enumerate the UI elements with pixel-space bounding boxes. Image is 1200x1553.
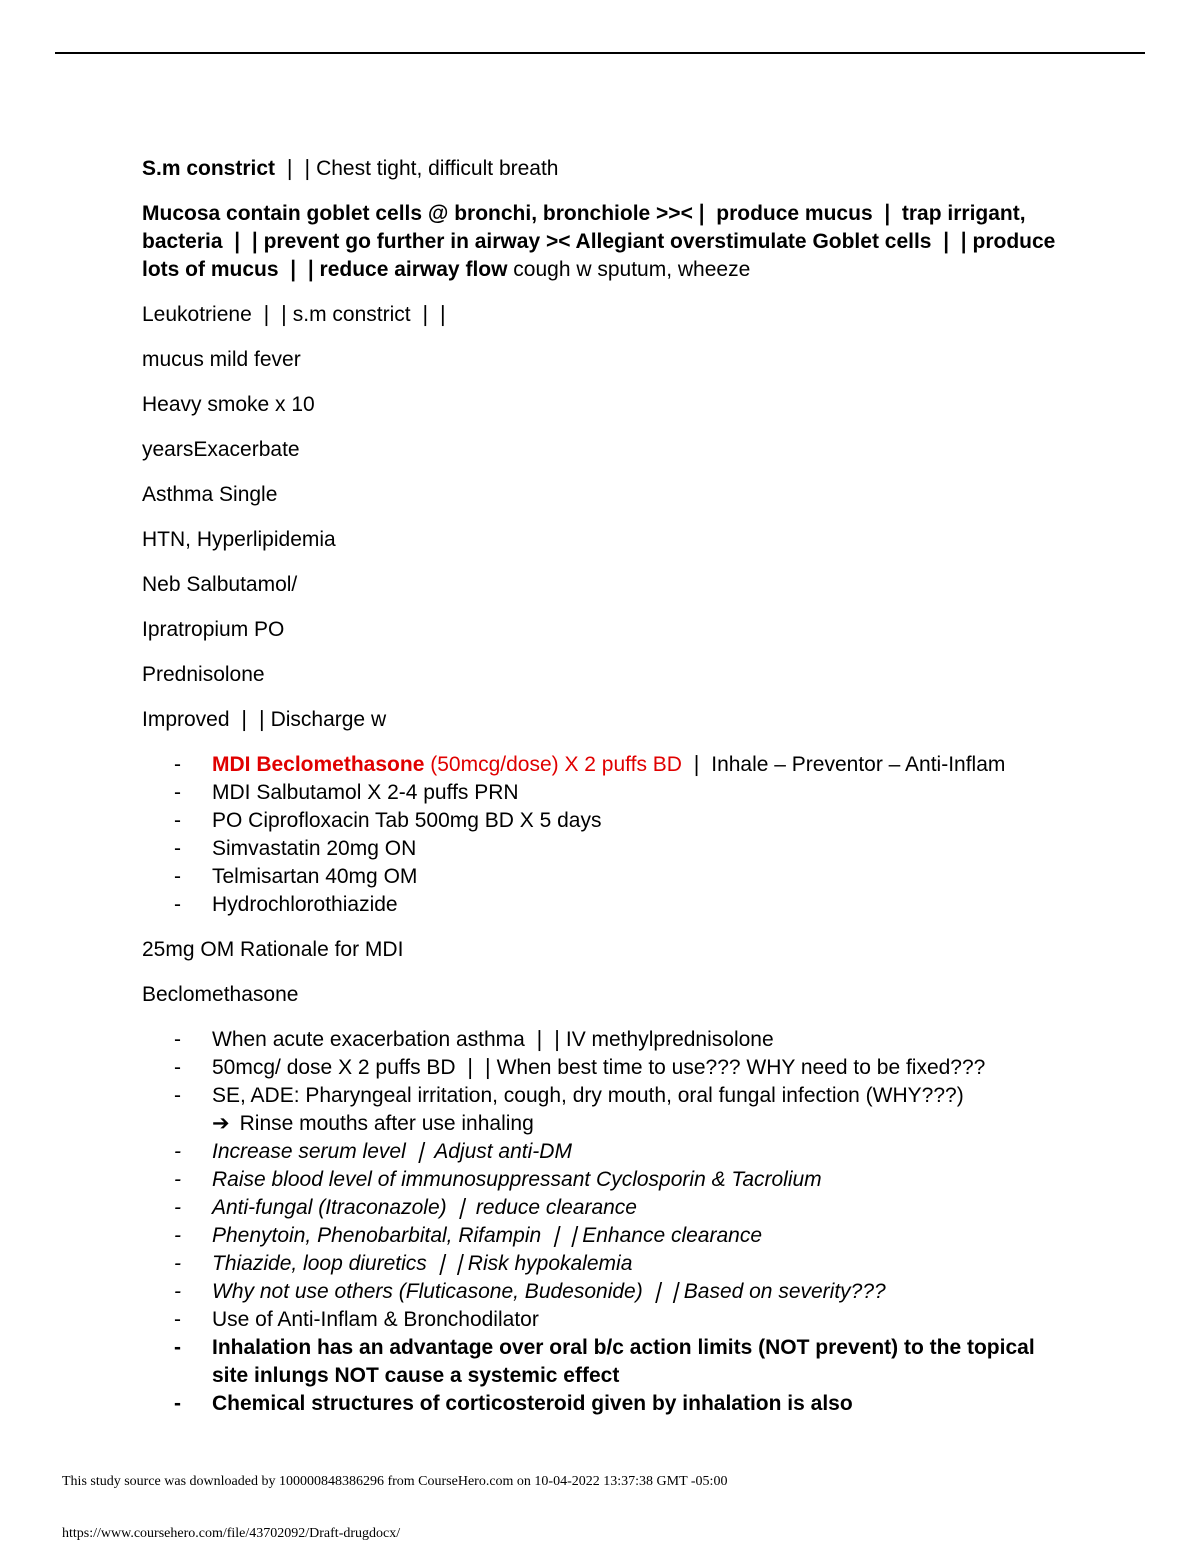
paragraph-prednisolone: Prednisolone xyxy=(142,663,265,686)
text: Telmisartan 40mg OM xyxy=(212,865,418,888)
list-item xyxy=(142,863,1062,891)
bold-text: Inhalation has an advantage over oral b/c action limits (NOT prevent) to the topical site inlungs NOT cause a systemic effect xyxy=(212,1336,1035,1387)
text: 50mcg/ dose X 2 puffs BD ❘❘When best time to use??? WHY need to be fixed??? xyxy=(212,1056,986,1079)
list-item xyxy=(142,1082,1062,1138)
dash-bullet: - xyxy=(174,893,181,916)
source-footer: This study source was downloaded by 100000848386296 from CourseHero.com on 10-04-2022 13:37:38 GMT -05:00 xyxy=(62,1474,728,1489)
paragraph-htn: HTN, Hyperlipidemia xyxy=(142,528,336,551)
paragraph-asthma: Asthma Single xyxy=(142,483,278,506)
dash-bullet: - xyxy=(174,1308,181,1331)
list-item xyxy=(142,1166,1062,1194)
dash-bullet: - xyxy=(174,1140,181,1163)
list-item xyxy=(142,1278,1062,1306)
paragraph-ipratropium: Ipratropium PO xyxy=(142,618,285,641)
dash-bullet: - xyxy=(174,1028,181,1051)
list-item xyxy=(142,1334,1062,1390)
dash-bullet: - xyxy=(174,1392,181,1415)
dash-bullet: - xyxy=(174,753,181,776)
list-item xyxy=(142,751,1062,779)
rationale-list xyxy=(142,1026,1062,1418)
list-item xyxy=(142,807,1062,835)
text: When acute exacerbation asthma ❘❘IV methylprednisolone xyxy=(212,1028,774,1051)
dash-bullet: - xyxy=(174,837,181,860)
list-item xyxy=(142,835,1062,863)
dash-bullet: - xyxy=(174,1084,181,1107)
list-item xyxy=(142,1054,1062,1082)
list-item xyxy=(142,1222,1062,1250)
red-text: (50mcg/dose) X 2 puffs BD xyxy=(424,753,682,776)
bold-text: Mucosa contain goblet cells @ bronchi, bronchiole >><❘ produce mucus ❘ trap irrigant, bacteria ❘❘prevent go further in airway >< Allegiant overstimulate Goblet cells ❘❘produce lots of mucus ❘❘reduce airway flow xyxy=(142,202,1056,281)
sub-line xyxy=(212,1110,1062,1138)
dash-bullet: - xyxy=(174,1056,181,1079)
list-item xyxy=(142,1026,1062,1054)
dash-bullet: - xyxy=(174,865,181,888)
arrow-right-icon: ➔ xyxy=(212,1112,230,1135)
dash-bullet: - xyxy=(174,781,181,804)
list-item xyxy=(142,1138,1062,1166)
list-item xyxy=(142,1306,1062,1334)
text: Hydrochlorothiazide xyxy=(212,893,398,916)
paragraph-neb: Neb Salbutamol/ xyxy=(142,573,298,596)
dash-bullet: - xyxy=(174,1252,181,1275)
bold-text: S.m constrict xyxy=(142,157,276,180)
bold-text: Chemical structures of corticosteroid given by inhalation is also xyxy=(212,1392,853,1415)
discharge-medication-list xyxy=(142,751,1062,919)
text: SE, ADE: Pharyngeal irritation, cough, dry mouth, oral fungal infection (WHY???) xyxy=(212,1084,964,1107)
text: MDI Salbutamol X 2-4 puffs PRN xyxy=(212,781,519,804)
italic-text: Thiazide, loop diuretics ❘❘Risk hypokalemia xyxy=(212,1252,633,1275)
paragraph-25mg: 25mg OM Rationale for MDI xyxy=(142,938,404,961)
list-item xyxy=(142,1250,1062,1278)
paragraph-heavy-smoke: Heavy smoke x 10 xyxy=(142,393,315,416)
dash-bullet: - xyxy=(174,1336,181,1359)
italic-text: Phenytoin, Phenobarbital, Rifampin ❘❘Enhance clearance xyxy=(212,1224,763,1247)
italic-text: Why not use others (Fluticasone, Budesonide) ❘❘Based on severity??? xyxy=(212,1280,886,1303)
italic-text: Anti-fungal (Itraconazole) ❘ reduce clearance xyxy=(212,1196,637,1219)
dash-bullet: - xyxy=(174,1224,181,1247)
text: cough w sputum, wheeze xyxy=(507,258,751,281)
list-item xyxy=(142,779,1062,807)
paragraph-improved: Improved ❘❘Discharge w xyxy=(142,708,387,731)
text: Rinse mouths after use inhaling xyxy=(239,1112,534,1135)
paragraph-mucosa xyxy=(142,200,1062,284)
paragraph-leukotriene: Leukotriene ❘❘s.m constrict ❘❘ xyxy=(142,303,452,326)
italic-text: Raise blood level of immunosuppressant Cyclosporin & Tacrolium xyxy=(212,1168,822,1191)
text: PO Ciprofloxacin Tab 500mg BD X 5 days xyxy=(212,809,602,832)
paragraph-years: yearsExacerbate xyxy=(142,438,300,461)
paragraph-sm-constrict xyxy=(142,155,1062,183)
paragraph-mucus: mucus mild fever xyxy=(142,348,301,371)
text: Simvastatin 20mg ON xyxy=(212,837,417,860)
dash-bullet: - xyxy=(174,809,181,832)
dash-bullet: - xyxy=(174,1196,181,1219)
text: Use of Anti-Inflam & Bronchodilator xyxy=(212,1308,539,1331)
dash-bullet: - xyxy=(174,1280,181,1303)
top-rule xyxy=(55,52,1145,54)
list-item xyxy=(142,1194,1062,1222)
document-body xyxy=(142,155,1062,1435)
source-url[interactable]: https://www.coursehero.com/file/43702092/Draft-drugdocx/ xyxy=(62,1526,401,1541)
dash-bullet: - xyxy=(174,1168,181,1191)
list-item xyxy=(142,891,1062,919)
text: ❘❘Chest tight, difficult breath xyxy=(275,157,559,180)
bold-red-text: MDI Beclomethasone xyxy=(212,753,425,776)
paragraph-beclomethasone: Beclomethasone xyxy=(142,983,299,1006)
italic-text: Increase serum level ❘ Adjust anti-DM xyxy=(212,1140,572,1163)
text: ❘ Inhale – Preventor – Anti-Inflam xyxy=(681,753,1006,776)
list-item xyxy=(142,1390,1062,1418)
